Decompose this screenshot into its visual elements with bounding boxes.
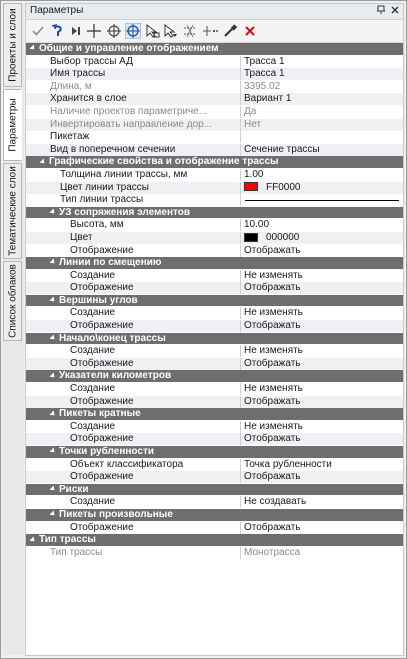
property-name: Отображение xyxy=(26,522,283,534)
add-point-icon[interactable] xyxy=(202,23,218,39)
category-row[interactable] xyxy=(26,509,403,522)
property-name: Тип трассы xyxy=(26,547,263,559)
property-value[interactable] xyxy=(240,270,403,282)
tab-label: Проекты и слои xyxy=(7,8,18,82)
property-value[interactable] xyxy=(240,282,403,294)
property-value[interactable] xyxy=(240,459,403,471)
property-value-text: Отображать xyxy=(244,357,301,369)
category-text: Графические свойства и отображение трассы xyxy=(49,156,279,168)
property-row[interactable] xyxy=(26,232,403,245)
category-label xyxy=(26,408,407,420)
property-value xyxy=(240,106,403,118)
category-row[interactable] xyxy=(26,534,403,547)
panel-title: Параметры xyxy=(30,5,84,16)
property-row[interactable] xyxy=(26,547,403,560)
category-row[interactable] xyxy=(26,484,403,497)
property-value-text: Точка рубленности xyxy=(244,458,332,470)
category-label xyxy=(26,509,407,521)
property-name: Отображение xyxy=(26,433,283,445)
property-value[interactable] xyxy=(240,383,403,395)
tab-parameters[interactable] xyxy=(3,89,22,161)
property-value[interactable] xyxy=(240,182,403,194)
property-value[interactable] xyxy=(240,245,403,257)
property-row[interactable] xyxy=(26,194,403,207)
property-name: Создание xyxy=(26,307,283,319)
property-name: Отображение xyxy=(26,358,283,370)
property-row[interactable] xyxy=(26,383,403,396)
category-label xyxy=(26,295,407,307)
expand-triangle-icon[interactable] xyxy=(49,486,56,493)
target-filled-icon[interactable] xyxy=(125,23,141,39)
property-row[interactable] xyxy=(26,496,403,509)
property-row[interactable] xyxy=(26,471,403,484)
tab-thematic-layers[interactable] xyxy=(3,163,22,259)
property-value-text: Отображать xyxy=(244,282,301,294)
tab-label: Список облаков xyxy=(7,264,18,338)
property-value[interactable] xyxy=(240,169,403,181)
category-text: Начало\конец трассы xyxy=(59,332,166,344)
property-row[interactable] xyxy=(26,522,403,535)
delete-icon[interactable] xyxy=(242,23,258,39)
property-name: Отображение xyxy=(26,396,283,408)
skip-to-end-icon[interactable] xyxy=(68,23,84,39)
property-name: Длина, м xyxy=(26,81,263,93)
property-row[interactable] xyxy=(26,433,403,446)
property-value-text: Нет xyxy=(244,118,262,130)
property-row[interactable] xyxy=(26,68,403,81)
property-name: Цвет линии трассы xyxy=(26,182,273,194)
property-row[interactable] xyxy=(26,245,403,258)
property-value-text: Вариант 1 xyxy=(244,93,292,105)
category-row[interactable] xyxy=(26,408,403,421)
property-value[interactable] xyxy=(240,471,403,483)
parameters-panel xyxy=(25,3,404,656)
property-value[interactable] xyxy=(240,345,403,357)
category-text: Точки рубленности xyxy=(59,446,154,457)
expand-triangle-icon[interactable] xyxy=(39,158,46,165)
eyedropper-icon[interactable] xyxy=(222,23,238,39)
property-name: Создание xyxy=(26,270,283,282)
category-label xyxy=(26,257,407,269)
property-value xyxy=(240,81,403,93)
category-text: Общие и управление отображением xyxy=(39,43,219,54)
property-value[interactable] xyxy=(240,219,403,231)
property-row[interactable] xyxy=(26,345,403,358)
category-row[interactable] xyxy=(26,156,403,169)
toolbar xyxy=(26,20,403,43)
property-value-text: Отображать xyxy=(244,395,301,407)
property-name: Выбор трассы АД xyxy=(26,56,263,68)
property-row[interactable] xyxy=(26,396,403,409)
property-value-text: Не изменять xyxy=(244,269,303,281)
property-row[interactable] xyxy=(26,358,403,371)
category-label xyxy=(26,534,407,546)
property-name: Имя трассы xyxy=(26,68,263,80)
side-tab-strip xyxy=(3,3,24,655)
property-name: Цвет xyxy=(26,232,283,244)
property-row[interactable] xyxy=(26,144,403,157)
close-icon[interactable] xyxy=(390,5,400,18)
property-row[interactable] xyxy=(26,282,403,295)
property-value-text: Да xyxy=(244,105,257,117)
property-value[interactable] xyxy=(240,522,403,534)
select-arrow-icon[interactable] xyxy=(144,23,160,39)
property-value-text: Отображать xyxy=(244,433,301,445)
property-row[interactable] xyxy=(26,93,403,106)
property-value-text: Отображать xyxy=(244,521,301,533)
tab-projects-and-layers[interactable] xyxy=(3,3,22,87)
property-value[interactable] xyxy=(240,496,403,508)
property-row[interactable] xyxy=(26,459,403,472)
property-name: Вид в поперечном сечении xyxy=(26,144,263,156)
property-name: Создание xyxy=(26,345,283,357)
property-row[interactable] xyxy=(26,421,403,434)
category-text: Вершины углов xyxy=(59,294,138,306)
property-name: Отображение xyxy=(26,471,283,483)
property-value[interactable] xyxy=(240,56,403,68)
property-name: Инвертировать направление дор... xyxy=(26,119,263,131)
property-name: Отображение xyxy=(26,245,283,257)
property-name: Создание xyxy=(26,421,283,433)
category-label xyxy=(26,446,407,458)
color-swatch xyxy=(244,182,258,191)
property-value-text: 3395.02 xyxy=(244,80,281,92)
property-name: Создание xyxy=(26,383,283,395)
expand-triangle-icon[interactable] xyxy=(49,334,56,341)
category-row[interactable] xyxy=(26,207,403,220)
expand-triangle-icon[interactable] xyxy=(49,410,56,417)
property-row[interactable] xyxy=(26,81,403,94)
property-value-text: 10.00 xyxy=(244,219,270,231)
property-value[interactable] xyxy=(240,93,403,105)
property-row[interactable] xyxy=(26,219,403,232)
property-row[interactable] xyxy=(26,106,403,119)
property-value[interactable] xyxy=(240,131,403,143)
category-row[interactable] xyxy=(26,295,403,308)
category-label xyxy=(26,43,407,55)
undo-arrow-icon[interactable] xyxy=(50,23,66,39)
check-icon[interactable] xyxy=(30,23,46,39)
category-row[interactable] xyxy=(26,43,403,56)
category-text: Пикеты кратные xyxy=(59,408,141,420)
category-row[interactable] xyxy=(26,333,403,346)
expand-triangle-icon[interactable] xyxy=(29,45,36,52)
category-text: Пикеты произвольные xyxy=(59,508,173,520)
property-value[interactable] xyxy=(240,421,403,433)
expand-triangle-icon[interactable] xyxy=(49,511,56,518)
property-name: Отображение xyxy=(26,282,283,294)
property-row[interactable] xyxy=(26,320,403,333)
property-value-text: Трасса 1 xyxy=(244,68,285,80)
property-value-text: Отображать xyxy=(244,320,301,332)
property-row[interactable] xyxy=(26,307,403,320)
expand-triangle-icon[interactable] xyxy=(49,297,56,304)
property-value-text: Отображать xyxy=(244,244,301,256)
category-text: Тип трассы xyxy=(39,534,96,546)
property-row[interactable] xyxy=(26,270,403,283)
category-text: Риски xyxy=(59,483,89,495)
property-value-text: Не изменять xyxy=(244,345,303,357)
property-value-text: Не изменять xyxy=(244,383,303,395)
property-value[interactable] xyxy=(240,433,403,445)
property-value-text: 1.00 xyxy=(244,168,264,180)
property-value[interactable] xyxy=(240,396,403,408)
property-row[interactable] xyxy=(26,169,403,182)
property-name: Тип линии трассы xyxy=(26,194,273,206)
property-value[interactable] xyxy=(240,68,403,80)
property-value-text: 000000 xyxy=(266,231,300,243)
property-value-text: Не создавать xyxy=(244,496,307,508)
property-value[interactable] xyxy=(240,358,403,370)
category-label xyxy=(26,484,407,496)
property-value-text: Монотрасса xyxy=(244,546,301,558)
category-row[interactable] xyxy=(26,257,403,270)
property-value-text: Не изменять xyxy=(244,420,303,432)
expand-triangle-icon[interactable] xyxy=(49,209,56,216)
panel-titlebar xyxy=(26,4,403,20)
property-value-text: Сечение трассы xyxy=(244,143,320,155)
category-label xyxy=(26,333,407,345)
target-icon[interactable] xyxy=(106,23,122,39)
property-value-text: Отображать xyxy=(244,471,301,483)
category-text: Линии по смещению xyxy=(59,257,162,269)
property-value[interactable] xyxy=(240,307,403,319)
line-type-sample xyxy=(245,200,399,201)
tab-cloud-list[interactable] xyxy=(3,261,22,341)
property-value[interactable] xyxy=(240,320,403,332)
property-row[interactable] xyxy=(26,182,403,195)
property-name: Наличие проектов параметриче... xyxy=(26,106,263,118)
property-value[interactable] xyxy=(240,232,403,244)
property-name: Высота, мм xyxy=(26,219,283,231)
property-name: Создание xyxy=(26,496,283,508)
property-value[interactable] xyxy=(240,194,403,206)
property-row[interactable] xyxy=(26,131,403,144)
category-row[interactable] xyxy=(26,446,403,459)
category-label xyxy=(26,156,407,168)
crosshair-icon[interactable] xyxy=(86,23,102,39)
property-value[interactable] xyxy=(240,144,403,156)
expand-triangle-icon[interactable] xyxy=(29,536,36,543)
property-name: Толщина линии трассы, мм xyxy=(26,169,273,181)
property-name: Хранится в слое xyxy=(26,93,263,105)
property-row[interactable] xyxy=(26,56,403,69)
expand-triangle-icon[interactable] xyxy=(49,372,56,379)
property-name: Объект классификатора xyxy=(26,459,283,471)
tab-label: Тематические слои xyxy=(7,166,18,256)
property-value xyxy=(240,547,403,559)
category-label xyxy=(26,370,407,382)
property-value xyxy=(240,119,403,131)
select-filter-icon[interactable] xyxy=(162,23,178,39)
property-row[interactable] xyxy=(26,119,403,132)
property-grid xyxy=(26,43,403,559)
pin-icon[interactable] xyxy=(376,5,386,18)
property-value-text: Трасса 1 xyxy=(244,55,285,67)
category-label xyxy=(26,207,407,219)
tab-label: Параметры xyxy=(7,98,18,152)
property-name: Отображение xyxy=(26,320,283,332)
property-name: Пикетаж xyxy=(26,131,263,143)
grid-snap-icon[interactable] xyxy=(182,23,198,39)
color-swatch xyxy=(244,233,258,242)
property-value-text: FF0000 xyxy=(266,181,301,193)
expand-triangle-icon[interactable] xyxy=(49,448,56,455)
expand-triangle-icon[interactable] xyxy=(49,259,56,266)
category-text: Указатели километров xyxy=(59,370,172,382)
category-text: УЗ сопряжения элементов xyxy=(59,206,191,218)
category-row[interactable] xyxy=(26,370,403,383)
property-value-text: Не изменять xyxy=(244,307,303,319)
